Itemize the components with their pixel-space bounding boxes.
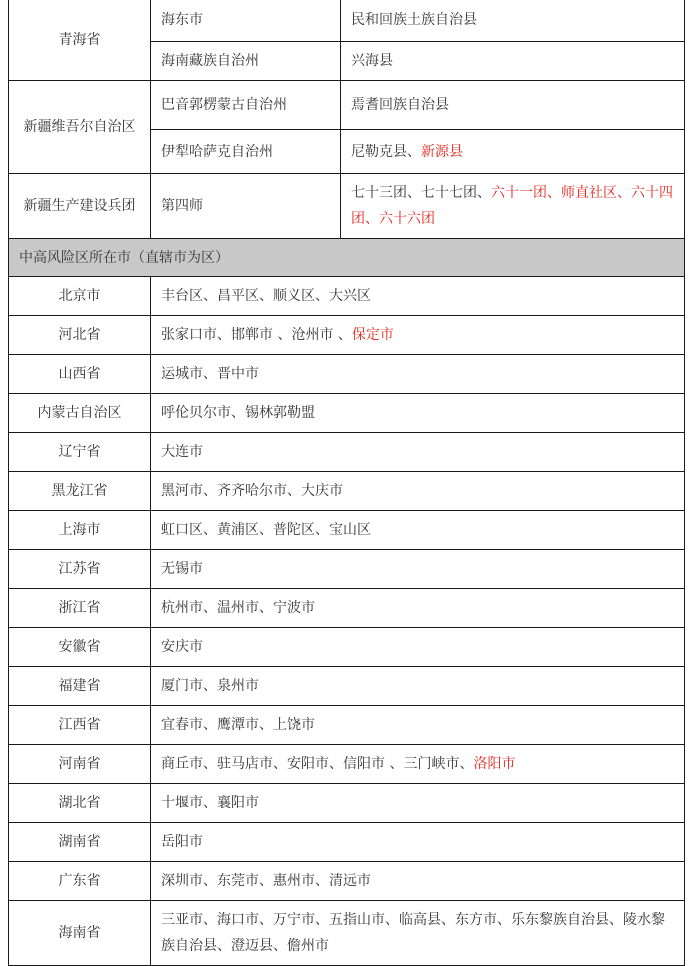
area-text: 杭州市、温州市、宁波市 [161, 600, 315, 616]
province-cell: 江西省 [9, 706, 151, 745]
area-text: 民和回族土族自治县 [351, 12, 477, 28]
table-row [9, 511, 685, 550]
province-cell: 湖南省 [9, 823, 151, 862]
cities-cell [151, 628, 685, 667]
highlighted-area-text: 新源县 [421, 143, 463, 160]
area-text: 丰台区、昌平区、顺义区、大兴区 [161, 288, 371, 304]
province-cell: 北京市 [9, 277, 151, 316]
table-row [9, 862, 685, 901]
cities-cell [151, 784, 685, 823]
table-row [9, 745, 685, 784]
province-cell: 安徽省 [9, 628, 151, 667]
cities-cell [151, 511, 685, 550]
area-text: 七十三团、七十七团、 [351, 185, 491, 201]
cities-cell [151, 472, 685, 511]
table-row [9, 628, 685, 667]
area-text: 安庆市 [161, 639, 203, 655]
area-cell [341, 174, 685, 239]
cities-cell [151, 433, 685, 472]
city-cell: 伊犁哈萨克自治州 [151, 130, 341, 174]
cities-cell [151, 394, 685, 433]
area-text: 兴海县 [351, 53, 393, 69]
area-text: 虹口区、黄浦区、普陀区、宝山区 [161, 522, 371, 538]
area-text: 黑河市、齐齐哈尔市、大庆市 [161, 483, 343, 499]
table-row [9, 823, 685, 862]
province-cell: 河南省 [9, 745, 151, 784]
cities-cell [151, 862, 685, 901]
cities-cell [151, 745, 685, 784]
table-row [9, 174, 685, 239]
area-text: 无锡市 [161, 561, 203, 577]
highlighted-area-text: 洛阳市 [473, 756, 516, 772]
area-text: 宜春市、鹰潭市、上饶市 [161, 717, 315, 733]
province-cell: 上海市 [9, 511, 151, 550]
province-cell: 江苏省 [9, 550, 151, 589]
area-cell [341, 42, 685, 81]
province-cell: 辽宁省 [9, 433, 151, 472]
province-cell: 福建省 [9, 667, 151, 706]
area-text: 呼伦贝尔市、锡林郭勒盟 [161, 405, 315, 421]
area-text: 商丘市、驻马店市、安阳市、信阳市 、三门峡市、 [161, 756, 474, 772]
section-header-row [9, 239, 685, 277]
table-row [9, 589, 685, 628]
risk-area-county-table [8, 0, 685, 239]
area-text: 深圳市、东莞市、惠州市、清远市 [161, 873, 371, 889]
table-row [9, 81, 685, 130]
area-text: 运城市、晋中市 [161, 366, 259, 382]
area-text: 三亚市、海口市、万宁市、五指山市、临高县、东方市、乐东黎族自治县、陵水黎族自治县、澄迈县、儋州市 [161, 912, 665, 954]
highlighted-area-text: 保定市 [351, 327, 394, 343]
table-row [9, 0, 685, 42]
province-cell: 广东省 [9, 862, 151, 901]
province-cell: 青海省 [9, 0, 151, 81]
table-row [9, 784, 685, 823]
area-text: 尼勒克县、 [351, 143, 421, 160]
table-row [9, 433, 685, 472]
cities-cell [151, 316, 685, 355]
area-text: 大连市 [161, 444, 203, 460]
cities-cell [151, 277, 685, 316]
cities-cell [151, 355, 685, 394]
province-cell: 山西省 [9, 355, 151, 394]
table-row [9, 394, 685, 433]
province-cell: 内蒙古自治区 [9, 394, 151, 433]
highlighted-area-text: 六十一团、师直社区、六十四团、六十六团 [351, 185, 673, 227]
province-cell: 新疆维吾尔自治区 [9, 81, 151, 174]
province-cell: 新疆生产建设兵团 [9, 174, 151, 239]
area-text: 岳阳市 [161, 834, 203, 850]
area-cell [341, 81, 685, 130]
cities-cell [151, 550, 685, 589]
area-text: 张家口市、邯郸市 、沧州市 、 [161, 327, 352, 343]
city-cell: 巴音郭楞蒙古自治州 [151, 81, 341, 130]
area-text: 厦门市、泉州市 [161, 678, 259, 694]
province-cell: 海南省 [9, 901, 151, 966]
cities-cell [151, 589, 685, 628]
province-cell: 浙江省 [9, 589, 151, 628]
table-row [9, 355, 685, 394]
area-cell [341, 130, 685, 174]
area-text: 十堰市、襄阳市 [161, 795, 259, 811]
table-row [9, 550, 685, 589]
area-cell [341, 0, 685, 42]
city-cell: 第四师 [151, 174, 341, 239]
cities-cell [151, 667, 685, 706]
section-header: 中高风险区所在市（直辖市为区） [9, 239, 685, 277]
province-cell: 黑龙江省 [9, 472, 151, 511]
area-text: 焉耆回族自治县 [351, 97, 449, 113]
city-cell: 海南藏族自治州 [151, 42, 341, 81]
cities-cell [151, 706, 685, 745]
risk-area-city-table [8, 238, 685, 966]
table-row [9, 472, 685, 511]
cities-cell [151, 823, 685, 862]
province-cell: 湖北省 [9, 784, 151, 823]
city-cell: 海东市 [151, 0, 341, 42]
province-cell: 河北省 [9, 316, 151, 355]
table-row [9, 316, 685, 355]
table-row [9, 277, 685, 316]
table-row [9, 706, 685, 745]
table-row [9, 667, 685, 706]
